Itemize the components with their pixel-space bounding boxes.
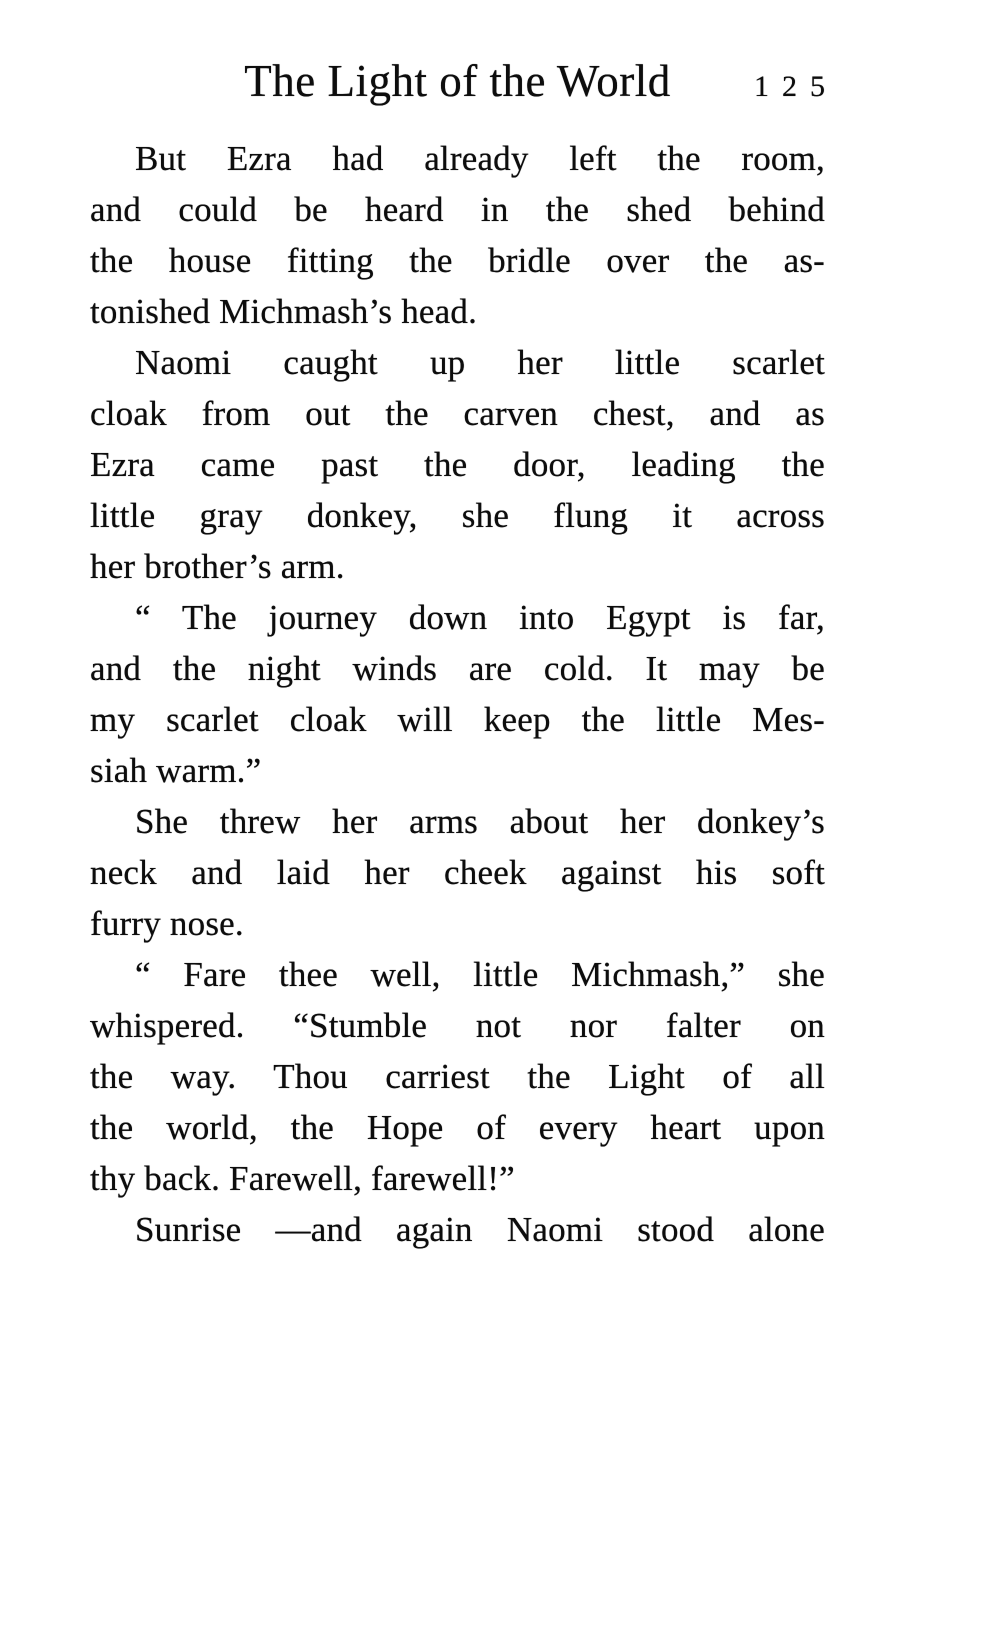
text-line: my scarlet cloak will keep the little Mes- (90, 700, 825, 739)
text-line: and the night winds are cold. It may be (90, 649, 825, 688)
paragraph (90, 949, 825, 1204)
paragraph (90, 592, 825, 796)
text-line: siah warm.” (90, 751, 262, 790)
text-line: and could be heard in the shed behind (90, 190, 825, 229)
text-line: the house fitting the bridle over the as- (90, 241, 825, 280)
paragraph (90, 337, 825, 592)
text-line: Naomi caught up her little scarlet (135, 343, 825, 382)
text-line: little gray donkey, she flung it across (90, 496, 825, 535)
text-block (90, 133, 825, 1255)
text-line: “ Fare thee well, little Michmash,” she (135, 955, 825, 994)
page-title: The Light of the World (244, 56, 671, 106)
text-line: She threw her arms about her donkey’s (135, 802, 825, 841)
text-line: But Ezra had already left the room, (135, 139, 825, 178)
text-line: the world, the Hope of every heart upon (90, 1108, 825, 1147)
text-line: thy back. Farewell, farewell!” (90, 1159, 515, 1198)
text-line: the way. Thou carriest the Light of all (90, 1057, 825, 1096)
text-line: furry nose. (90, 904, 244, 943)
text-line: “ The journey down into Egypt is far, (135, 598, 825, 637)
text-line: cloak from out the carven chest, and as (90, 394, 825, 433)
text-line: tonished Michmash’s head. (90, 292, 478, 331)
page-number: 125 (754, 70, 838, 103)
paragraph (90, 1204, 825, 1255)
text-line: Ezra came past the door, leading the (90, 445, 825, 484)
text-line: neck and laid her cheek against his soft (90, 853, 825, 892)
text-line: whispered. “Stumble not nor falter on (90, 1006, 825, 1045)
text-line: her brother’s arm. (90, 547, 345, 586)
paragraph (90, 796, 825, 949)
text-line: Sunrise —and again Naomi stood alone (135, 1210, 825, 1249)
page-header (90, 55, 838, 111)
paragraph (90, 133, 825, 337)
